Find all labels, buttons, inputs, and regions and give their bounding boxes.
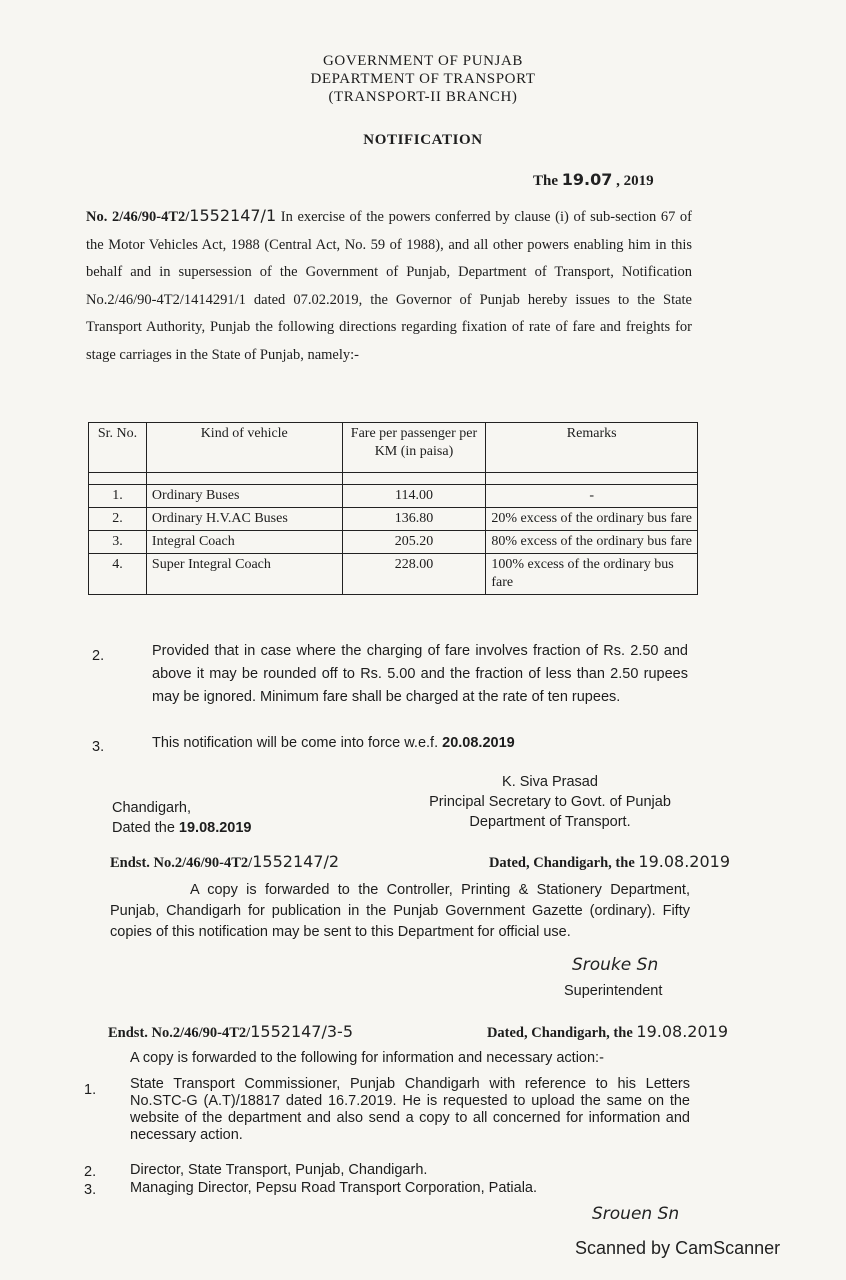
row-kind: Ordinary Buses (146, 485, 342, 508)
endst-2-line (108, 1022, 728, 1042)
endst-2-date-handwritten: 19.08.2019 (636, 1022, 728, 1041)
endst-2-number-handwritten: 1552147/3-5 (250, 1022, 353, 1041)
header-sr-no: Sr. No. (89, 423, 147, 473)
place: Chandigarh, (112, 800, 191, 816)
endst-2-item-3-text: Managing Director, Pepsu Road Transport Corporation, Patiala. (130, 1180, 538, 1196)
notification-number-handwritten: 1552147/1 (189, 206, 277, 225)
clause-3-number: 3. (92, 739, 105, 755)
clause-3-effective-date: 20.08.2019 (442, 735, 515, 751)
endst-1-text: A copy is forwarded to the Controller, Printing & Stationery Department, Punjab, Chandigarh for publication in the Punjab Government Gazette (ordinary). Fifty copies of this notification may be sent to this Department for official use. (110, 882, 690, 940)
row-kind: Integral Coach (146, 531, 342, 554)
endst-2-item-3-number: 3. (84, 1182, 97, 1198)
fare-table (88, 422, 698, 595)
endst-2-intro: A copy is forwarded to the following for information and necessary action:- (130, 1050, 604, 1066)
notification-number: No. 2/46/90-4T2/ (86, 209, 190, 225)
clause-3-text (152, 733, 515, 754)
row-sr: 3. (89, 531, 147, 554)
endst-2-dated-label: Dated, Chandigarh, the (486, 1025, 633, 1041)
endst-1-designation: Superintendent (564, 983, 663, 999)
table-row (89, 554, 698, 595)
date-handwritten: 19.07 (561, 170, 613, 189)
endst-1-date-handwritten: 19.08.2019 (638, 852, 730, 871)
endst-2-item-1-number: 1. (84, 1082, 97, 1098)
endst-1-number-handwritten: 1552147/2 (252, 852, 340, 871)
row-remarks: 80% excess of the ordinary bus fare (486, 531, 698, 554)
row-remarks: - (486, 485, 698, 508)
clause-3-prefix: This notification will be come into force w.e.f. (152, 735, 443, 751)
header-kind: Kind of vehicle (146, 423, 342, 473)
table-row (89, 531, 698, 554)
endst-1-number: Endst. No.2/46/90-4T2/ (110, 855, 253, 871)
row-remarks: 20% excess of the ordinary bus fare (486, 508, 698, 531)
table-row (89, 485, 698, 508)
signatory-designation: Principal Secretary to Govt. of Punjab (429, 794, 671, 810)
row-fare: 205.20 (342, 531, 486, 554)
row-sr: 1. (89, 485, 147, 508)
row-fare: 114.00 (342, 485, 486, 508)
header-branch: (TRANSPORT-II BRANCH) (328, 89, 518, 105)
row-kind: Super Integral Coach (146, 554, 342, 595)
signatory-name: K. Siva Prasad (502, 774, 598, 790)
dated-value: 19.08.2019 (178, 820, 252, 836)
header-government: GOVERNMENT OF PUNJAB (322, 53, 524, 69)
endst-2-item-2-number: 2. (84, 1164, 97, 1180)
table-header-row (89, 423, 698, 473)
signatory-block (400, 772, 700, 832)
endst-2-item-1-text: State Transport Commissioner, Punjab Chandigarh with reference to his Letters No.STC-G (A.T)/18817 dated 16.7.2019. He is requested to upload the same on the website of the department and also send a copy to all concerned for information and necessary action. (130, 1076, 690, 1143)
header-remarks: Remarks (486, 423, 698, 473)
header-department: DEPARTMENT OF TRANSPORT (310, 71, 536, 87)
endst-1-line (110, 852, 730, 872)
endst-1-dated-label: Dated, Chandigarh, the (488, 855, 635, 871)
place-date-block (112, 798, 252, 838)
endst-2-item-2-text: Director, State Transport, Punjab, Chandigarh. (130, 1162, 428, 1178)
endst-2-signature: Srouen Sn (592, 1204, 680, 1224)
date-suffix: , 2019 (616, 173, 654, 189)
row-sr: 2. (89, 508, 147, 531)
table-spacer-row (89, 473, 698, 485)
camscanner-watermark: Scanned by CamScanner (575, 1238, 781, 1258)
row-fare: 136.80 (342, 508, 486, 531)
notification-title: NOTIFICATION (363, 132, 483, 148)
dated-prefix: Dated the (112, 820, 179, 836)
row-remarks: 100% excess of the ordinary bus fare (486, 554, 698, 595)
row-fare: 228.00 (342, 554, 486, 595)
intro-text: In exercise of the powers conferred by clause (i) of sub-section 67 of the Motor Vehicles Act, 1988 (Central Act, No. 59 of 1988), and all other powers enabling him in this behalf and in supersession of the Government of Punjab, Department of Transport, Notification No.2/46/90-4T2/1414291/1 dated 07.02.2019, the Governor of Punjab hereby issues to the State Transport Authority, Punjab the following directions regarding fixation of rate of fare and freights for stage carriages in the State of Punjab, namely:- (86, 209, 693, 363)
row-kind: Ordinary H.V.AC Buses (146, 508, 342, 531)
intro-paragraph (86, 202, 692, 369)
clause-2-number: 2. (92, 648, 105, 664)
header-fare: Fare per passenger per KM (in paisa) (342, 423, 486, 473)
table-row (89, 508, 698, 531)
clause-2-text: Provided that in case where the charging of fare involves fraction of Rs. 2.50 and above it may be rounded off to Rs. 5.00 and the fraction of less than 2.50 rupees may be ignored. Minimum fare shall be charged at the rate of ten rupees. (152, 643, 688, 705)
notification-date (533, 170, 654, 190)
signatory-department: Department of Transport. (469, 814, 631, 830)
date-prefix: The (533, 173, 559, 189)
endst-2-number: Endst. No.2/46/90-4T2/ (108, 1025, 251, 1041)
row-sr: 4. (89, 554, 147, 595)
document-header (0, 52, 846, 106)
endst-1-signature: Srouke Sn (572, 955, 659, 975)
